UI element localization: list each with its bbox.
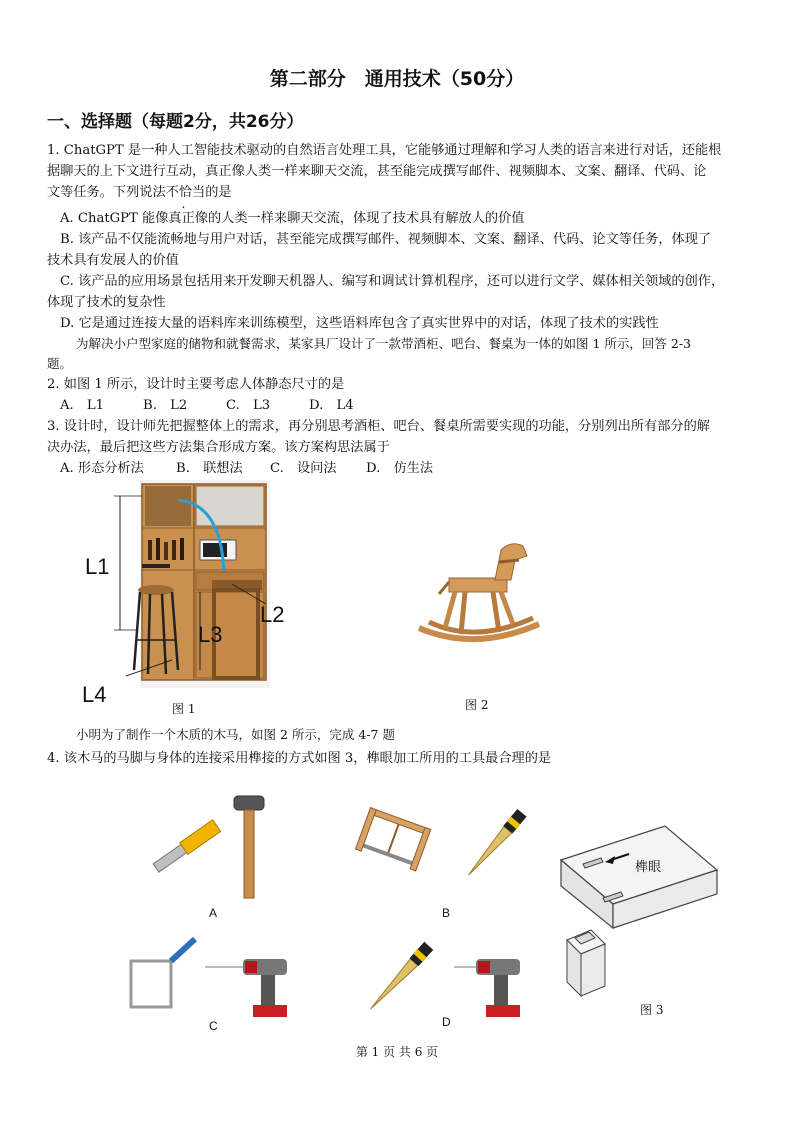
tool-option-d-image[interactable]	[358, 935, 538, 1020]
q2-option-b[interactable]: B. L2	[143, 398, 188, 413]
fig1-label-l1: L1	[85, 554, 110, 579]
figure-1-caption: 图 1	[172, 702, 196, 716]
q3-option-d[interactable]: D. 仿生法	[366, 461, 434, 476]
q1-option-c-line1[interactable]: C. 该产品的应用场景包括用来开发聊天机器人、编写和调试计算机程序，还可以进行文学、媒体相关领域的创作，	[60, 274, 725, 289]
intro-q2-3-line1: 为解决小户型家庭的储物和就餐需求，某家具厂设计了一款带酒柜、吧台、餐桌为一体的如图 1 所示，回答 2-3	[76, 336, 692, 351]
fig3-mortise-label: 榫眼	[635, 860, 662, 875]
page-title: 第二部分 通用技术（50分）	[269, 68, 525, 90]
tool-option-a-image[interactable]	[140, 790, 290, 900]
q1-option-b-line2: 技术具有发展人的价值	[47, 253, 179, 268]
mortise-joint-illustration	[555, 820, 725, 1000]
q3-option-c[interactable]: C. 设问法	[270, 461, 337, 476]
figure-2	[415, 540, 545, 650]
q2-options	[60, 395, 354, 416]
fig1-label-l3: L3	[198, 622, 223, 647]
tool-option-c-image[interactable]	[125, 935, 305, 1020]
tool-label-d: D	[442, 1015, 451, 1029]
q1-stem-part1: 文等任务。下列说法	[47, 185, 166, 200]
q2-stem: 2. 如图 1 所示，设计时主要考虑人体静态尺寸的是	[47, 377, 345, 392]
section-heading: 一、选择题（每题2分，共26分）	[47, 112, 304, 132]
q1-option-b-line1[interactable]: B. 该产品不仅能流畅地与用户对话，甚至能完成撰写邮件、视频脚本、文案、翻译、代码、论文等任务，体现了	[60, 232, 712, 247]
fig1-label-l4: L4	[82, 682, 107, 707]
rocking-horse-illustration	[415, 540, 545, 650]
file-drill-icon	[358, 935, 538, 1020]
chisel-hammer-icon	[140, 790, 290, 900]
q3-options	[60, 458, 433, 479]
tool-label-c: C	[209, 1019, 218, 1033]
q3-stem-line1: 3. 设计时，设计师先把握整体上的需求，再分别思考酒柜、吧台、餐桌所需要实现的功能，分别列出所有部分的解	[47, 419, 710, 434]
tool-option-b-image[interactable]	[355, 800, 535, 890]
page-footer: 第 1 页 共 6 页	[355, 1045, 439, 1059]
figure-1	[82, 480, 285, 707]
intro-q2-3-line2: 题。	[47, 356, 73, 371]
q1-option-c-line2: 体现了技术的复杂性	[47, 295, 166, 310]
q2-option-c[interactable]: C. L3	[226, 398, 271, 413]
figure-2-caption: 图 2	[465, 698, 489, 712]
tool-label-b: B	[442, 906, 451, 920]
q2-option-a[interactable]: A. L1	[60, 398, 105, 413]
q1-option-a[interactable]: A. ChatGPT 能像真正像的人类一样来聊天交流，体现了技术具有解放人的价值	[60, 211, 525, 226]
q1-emphasis: 不恰当	[165, 185, 206, 200]
q1-stem-part3: 的是	[205, 185, 232, 200]
q1-stem-line1: 1. ChatGPT 是一种人工智能技术驱动的自然语言处理工具，它能够通过理解和学习人类的语言来进行对话，还能根	[47, 143, 722, 158]
fig1-label-l2: L2	[260, 602, 285, 627]
coping-saw-drill-icon	[125, 935, 305, 1020]
q3-stem-line2: 决办法，最后把这些方法集合形成方案。该方案构思法属于	[47, 440, 390, 455]
q1-option-d[interactable]: D. 它是通过连接大量的语料库来训练模型，这些语料库包含了真实世界中的对话，体现了技术的实践性	[60, 316, 659, 331]
q1-stem-line2: 据聊天的上下文进行互动，真正像人类一样来聊天交流，甚至能完成撰写邮件、视频脚本、文案、翻译、代码、论	[47, 164, 707, 179]
q4-stem: 4. 该木马的马脚与身体的连接采用榫接的方式如图 3，榫眼加工所用的工具最合理的是	[47, 751, 552, 766]
q3-option-a[interactable]: A. 形态分析法	[60, 461, 144, 476]
tool-label-a: A	[209, 906, 218, 920]
bow-saw-file-icon	[355, 800, 535, 890]
figure-3	[555, 820, 725, 1000]
intro-q4-7: 小明为了制作一个木质的木马，如图 2 所示，完成 4-7 题	[76, 727, 395, 742]
cabinet-illustration	[82, 480, 272, 690]
q1-stem-line3	[47, 182, 752, 203]
figure-3-caption: 图 3	[640, 1003, 664, 1017]
q2-option-d[interactable]: D. L4	[309, 398, 354, 413]
q3-option-b[interactable]: B. 联想法	[176, 461, 243, 476]
